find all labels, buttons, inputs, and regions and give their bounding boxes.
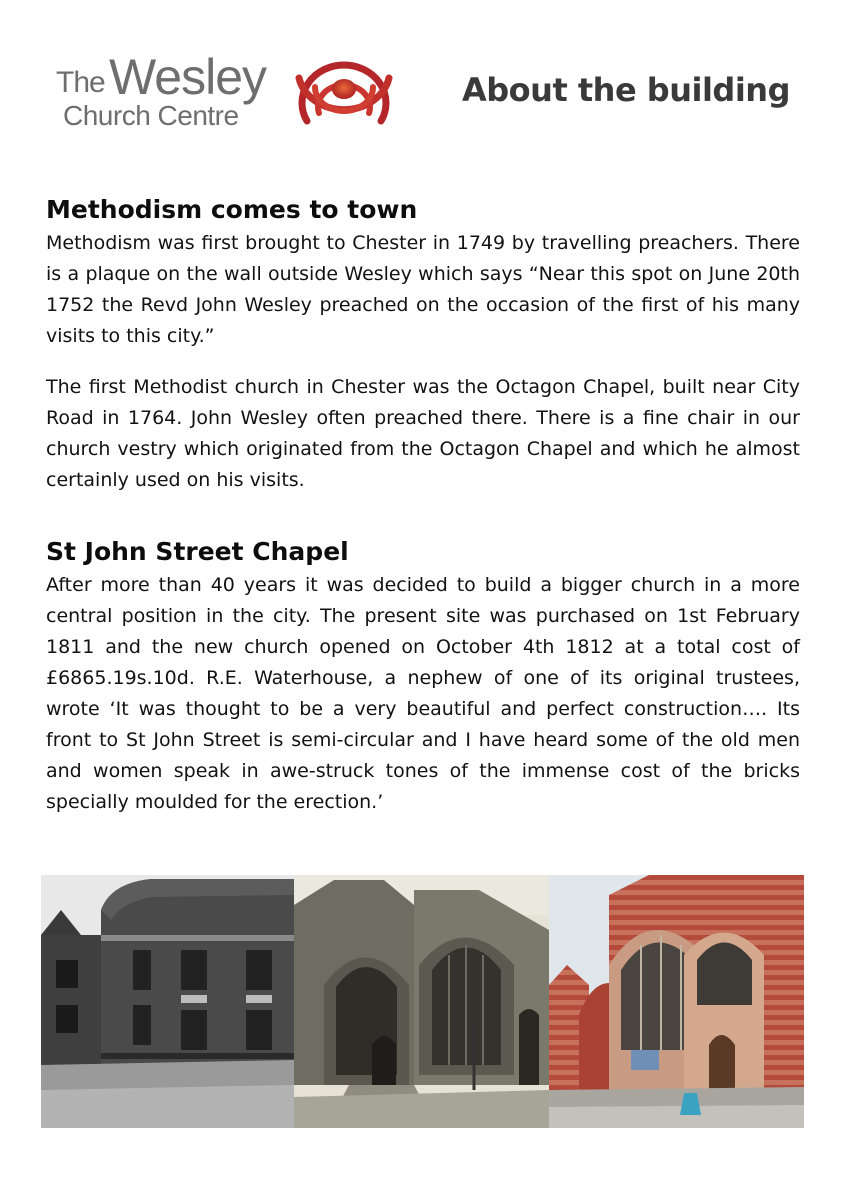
- church-facade-colour-photo: [549, 875, 804, 1128]
- old-chapel-black-white-photo: [41, 875, 294, 1128]
- page-header: [0, 0, 848, 150]
- building-photo-strip: [41, 875, 804, 1128]
- church-facade-sepia-photo: [294, 875, 549, 1128]
- logo-text-the: The: [56, 66, 105, 99]
- section-heading: Methodism comes to town: [46, 195, 418, 224]
- paragraph: The first Methodist church in Chester was the Octagon Chapel, built near City Road in 1764. John Wesley often preached there. There is a fine chair in our church vestry which originated from the Octagon Chapel and which he almost certainly used on his visits.: [46, 376, 800, 491]
- section-heading: St John Street Chapel: [46, 537, 349, 566]
- paragraph: After more than 40 years it was decided to build a bigger church in a more central position in the city. The present site was purchased on 1st February 1811 and the new church opened on October 4th 1812 at a total cost of £6865.19s.10d. R.E. Waterhouse, a nephew of one of its original trustees, wrote ‘It was thought to be a very beautiful and perfect construction…. Its front to St John Street is semi-circular and I have heard some of the old men and women speak in awe-struck tones of the immense cost of the bricks specially moulded for the erection.’: [46, 574, 800, 813]
- logo-text-church-centre: Church Centre: [63, 100, 239, 131]
- logo-text-wesley: Wesley: [109, 49, 267, 105]
- wesley-church-centre-logo: [56, 48, 406, 138]
- concentric-circles-logo-icon: [289, 53, 399, 133]
- paragraph: Methodism was first brought to Chester in 1749 by travelling preachers. There is a plaque on the wall outside Wesley which says “Near this spot on June 20th 1752 the Revd John Wesley preached on the occasion of the first of his many visits to this city.”: [46, 232, 800, 347]
- article-body: [46, 192, 800, 818]
- page-title: About the building: [462, 71, 790, 109]
